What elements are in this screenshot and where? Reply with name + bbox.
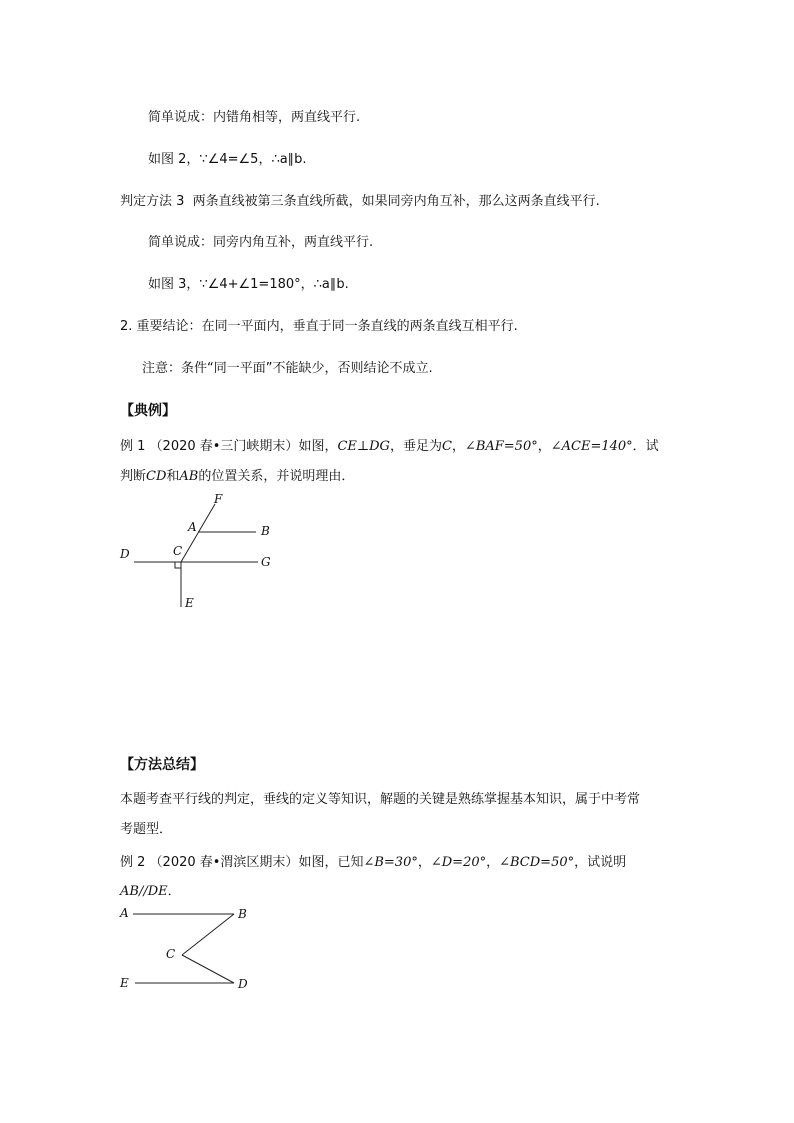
math-segment: CD	[146, 469, 167, 484]
math-angle: ∠BCD=50°	[499, 855, 575, 870]
math-angle: ∠B=30°	[363, 855, 418, 870]
examples-header: 【典例】	[120, 403, 176, 419]
math-segment: AB	[179, 469, 199, 484]
conclusion-text: 在同一平面内，垂直于同一条直线的两条直线互相平行.	[201, 319, 518, 334]
example-lead: 如图，已知	[298, 855, 364, 870]
example-source: （2020 春•三门峡期末）	[149, 439, 299, 454]
text-tail: ，试说明	[574, 855, 627, 870]
text-and: 和	[166, 469, 180, 484]
text-start: 判断	[120, 469, 147, 484]
math-perpendicular: CE⊥DG	[337, 439, 390, 454]
math-angle: ∠ACE=140°	[550, 439, 633, 454]
example-lead: 如图，	[298, 439, 338, 454]
figure-sep: ，∴	[258, 152, 280, 167]
short-text: 内错角相等，两直线平行.	[213, 110, 361, 125]
summary-header: 【方法总结】	[120, 757, 204, 773]
text-mid: ，垂足为	[389, 439, 442, 454]
summary-line2: 考题型．	[120, 822, 173, 837]
short-label: 简单说成：	[148, 235, 214, 250]
figure-conclusion: a∥b.	[321, 277, 349, 292]
label-b: B	[238, 907, 247, 921]
example-label: 例 1	[120, 439, 146, 454]
label-c: C	[166, 947, 176, 961]
figure-prefix: 如图 2，∵	[148, 152, 208, 167]
text-mid: ，	[417, 855, 431, 870]
label-g: G	[261, 555, 271, 569]
math-point: C	[441, 439, 452, 454]
label-c: C	[173, 544, 183, 558]
label-e: E	[185, 596, 194, 610]
math-angle: ∠BAF=50°	[464, 439, 538, 454]
method-title: 判定方法 3	[120, 194, 185, 209]
line-cd	[182, 955, 234, 983]
math-parallel: AB//DE	[120, 884, 168, 899]
label-d: D	[238, 977, 248, 991]
label-d: D	[120, 547, 130, 561]
text-end: ．	[167, 884, 181, 899]
label-a: A	[120, 906, 129, 920]
figure-conclusion: a∥b.	[279, 152, 307, 167]
figure-condition: ∠4=∠5	[207, 152, 259, 167]
conclusion-note: 注意：条件“同一平面”不能缺少，否则结论不成立.	[142, 361, 433, 376]
summary-line1: 本题考查平行线的判定，垂线的定义等知识，解题的关键是熟练掌握基本知识，属于中考常	[120, 792, 641, 807]
figure-condition: ∠4+∠1=180°	[207, 277, 301, 292]
method-text: 两条直线被第三条直线所截，如果同旁内角互补，那么这两条直线平行.	[192, 194, 600, 209]
example-label: 例 2	[120, 855, 146, 870]
label-f: F	[214, 492, 223, 506]
text-end: 的位置关系，并说明理由．	[198, 469, 355, 484]
line-bc	[182, 914, 234, 955]
short-text: 同旁内角互补，两直线平行.	[213, 235, 374, 250]
math-angle: ∠D=20°	[430, 855, 487, 870]
example-source: （2020 春•渭滨区期末）	[149, 855, 299, 870]
label-a: A	[188, 520, 197, 534]
figure-prefix: 如图 3，∵	[148, 277, 208, 292]
text-mid: ，	[537, 439, 551, 454]
short-label: 简单说成：	[148, 110, 214, 125]
text-tail: ．试	[632, 439, 659, 454]
text-mid: ，	[486, 855, 500, 870]
figure-sep: ，∴	[300, 277, 322, 292]
text-mid: ，	[451, 439, 465, 454]
label-b: B	[261, 524, 270, 538]
label-e: E	[120, 976, 129, 990]
conclusion-label: 重要结论：	[136, 319, 202, 334]
conclusion-number: 2.	[120, 319, 133, 334]
